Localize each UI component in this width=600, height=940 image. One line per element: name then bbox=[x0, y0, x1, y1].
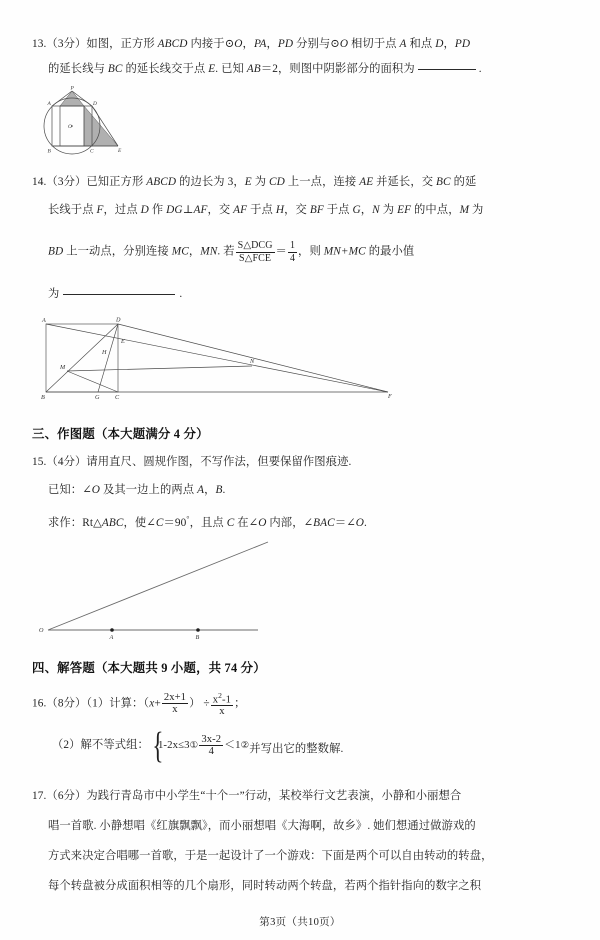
q15-label-a: A bbox=[109, 634, 114, 641]
q14-label-n: N bbox=[250, 358, 255, 365]
q14-label-a: A bbox=[42, 317, 46, 324]
q14-label-c: C bbox=[115, 394, 120, 401]
q16-fraction-2: $\frac{x^2-1}{x}$ bbox=[212, 690, 232, 718]
q13-label-c: C bbox=[90, 148, 94, 155]
q14-line-1: 14.（3分）已知正方形 ABCD 的边长为 3，E 为 CD 上一点，连接 AE 并延长，交 BC 的延 bbox=[32, 176, 477, 188]
q16-inequality-system bbox=[149, 725, 250, 766]
q13-figure bbox=[46, 86, 176, 166]
q13-label-b: B bbox=[47, 148, 51, 155]
q13-label-a: A bbox=[47, 101, 51, 107]
q14-area-ratio-fraction: $\frac{\text{S△DCG}}{\text{S△FCE}}$ bbox=[237, 240, 273, 264]
q14-line-dg bbox=[98, 324, 118, 392]
q14-diagonal-bd bbox=[46, 324, 118, 392]
q14-figure bbox=[36, 316, 436, 400]
q14-label-g: G bbox=[95, 394, 100, 401]
q14-line-mn bbox=[67, 366, 252, 371]
q15-figure bbox=[36, 540, 376, 640]
page-footer: 第3页（共10页） bbox=[259, 917, 341, 928]
q15-given-line: 已知：∠O 及其一边上的两点 A，B. bbox=[48, 484, 226, 496]
q13-line-2: 的延长线与 BC 的延长线交于点 E. 已知 AB＝2，则图中阴影部分的面积为 . bbox=[48, 63, 482, 75]
q13-shaded-region-right bbox=[84, 106, 118, 146]
q14-label-h: H bbox=[102, 349, 107, 356]
q16-inequality-2: $\frac{3x-2}{4}$ ＜1② bbox=[201, 733, 250, 757]
q15-label-o: O bbox=[39, 627, 44, 634]
q14-line-3: BD 上一动点，分别连接 MC，MN. 若 $\frac{\text{S△DCG}}{\text{S△FCE}}$ ＝ $\frac{1}{4}$ ，则 MN+MC 的最小值 bbox=[48, 240, 415, 264]
q14-line-mc bbox=[67, 371, 118, 392]
section-heading-3: 三、作图题（本大题满分 4 分） bbox=[32, 427, 209, 441]
q13-shaded-region-top bbox=[60, 91, 84, 106]
q14-line-2: 长线于点 F，过点 D 作 DG⊥AF，交 AF 于点 H，交 BF 于点 G，N 为 EF 的中点，M 为 bbox=[48, 204, 484, 216]
q14-ratio-value: $\frac{1}{4}$ bbox=[289, 240, 296, 264]
q16-inequality-1: 1-2x≤3① bbox=[157, 738, 199, 751]
section-heading-4: 四、解答题（本大题共 9 小题，共 74 分） bbox=[32, 661, 266, 675]
q14-label-f: F bbox=[388, 393, 392, 400]
q15-point-a bbox=[110, 628, 114, 632]
q16-part1: 16.（8分）（1）计算：（x+ $\frac{2x+1}{x}$ ） ÷ $\frac{x^2-1}{x}$ ； bbox=[32, 690, 246, 718]
q15-ray-slanted bbox=[48, 542, 268, 630]
q17-line-3: 方式来决定合唱哪一首歌，于是一起设计了一个游戏：下面是两个可以自由转动的转盘， bbox=[48, 850, 493, 862]
q13-label-o: O bbox=[68, 124, 72, 130]
q14-label-d: D bbox=[116, 316, 121, 324]
q13-answer-blank[interactable] bbox=[418, 68, 476, 70]
q14-answer-blank[interactable] bbox=[63, 293, 175, 295]
q13-label-e: E bbox=[118, 148, 122, 154]
q16-brace: { bbox=[152, 725, 164, 766]
q17-line-1: 17.（6分）为践行青岛市中小学生“十个一”行动，某校举行文艺表演，小静和小丽想合 bbox=[32, 790, 462, 802]
q15-label-b: B bbox=[195, 634, 200, 641]
q15-line-1: 15.（4分）请用直尺、圆规作图，不写作法，但要保留作图痕迹. bbox=[32, 456, 352, 468]
q15-construct-line: 求作：Rt△ABC，使∠C＝90°，且点 C 在∠O 内部，∠BAC＝∠O. bbox=[48, 514, 367, 529]
q14-label-m: M bbox=[60, 364, 66, 371]
q17-line-2: 唱一首歌. 小静想唱《红旗飘飘》，而小丽想唱《大海啊，故乡》. 她们想通过做游戏的 bbox=[48, 820, 476, 832]
q16-fraction-3: $\frac{3x-2}{4}$ bbox=[201, 733, 222, 757]
q13-line-1: 13.（3分）如图，正方形 ABCD 内接于⊙O，PA，PD 分别与⊙O 相切于点 A 和点 D，PD bbox=[32, 38, 471, 50]
q16-fraction-1: $\frac{2x+1}{x}$ bbox=[163, 691, 187, 715]
q13-label-p: P bbox=[70, 85, 74, 92]
q14-label-e: E bbox=[121, 338, 125, 345]
q14-line-aef bbox=[46, 324, 388, 392]
q16-part2: （2）解不等式组： { 1-2x≤3① $\frac{3x-2}{4}$ ＜1②并写出它的整数解. bbox=[52, 725, 344, 766]
q17-line-4: 每个转盘被分成面积相等的几个扇形，同时转动两个转盘，若两个指针指向的数字之积 bbox=[48, 880, 482, 892]
q14-label-b: B bbox=[41, 394, 45, 401]
q15-point-b bbox=[196, 628, 200, 632]
q14-line-4: 为 . bbox=[48, 288, 183, 300]
q13-label-d: D bbox=[93, 101, 97, 107]
